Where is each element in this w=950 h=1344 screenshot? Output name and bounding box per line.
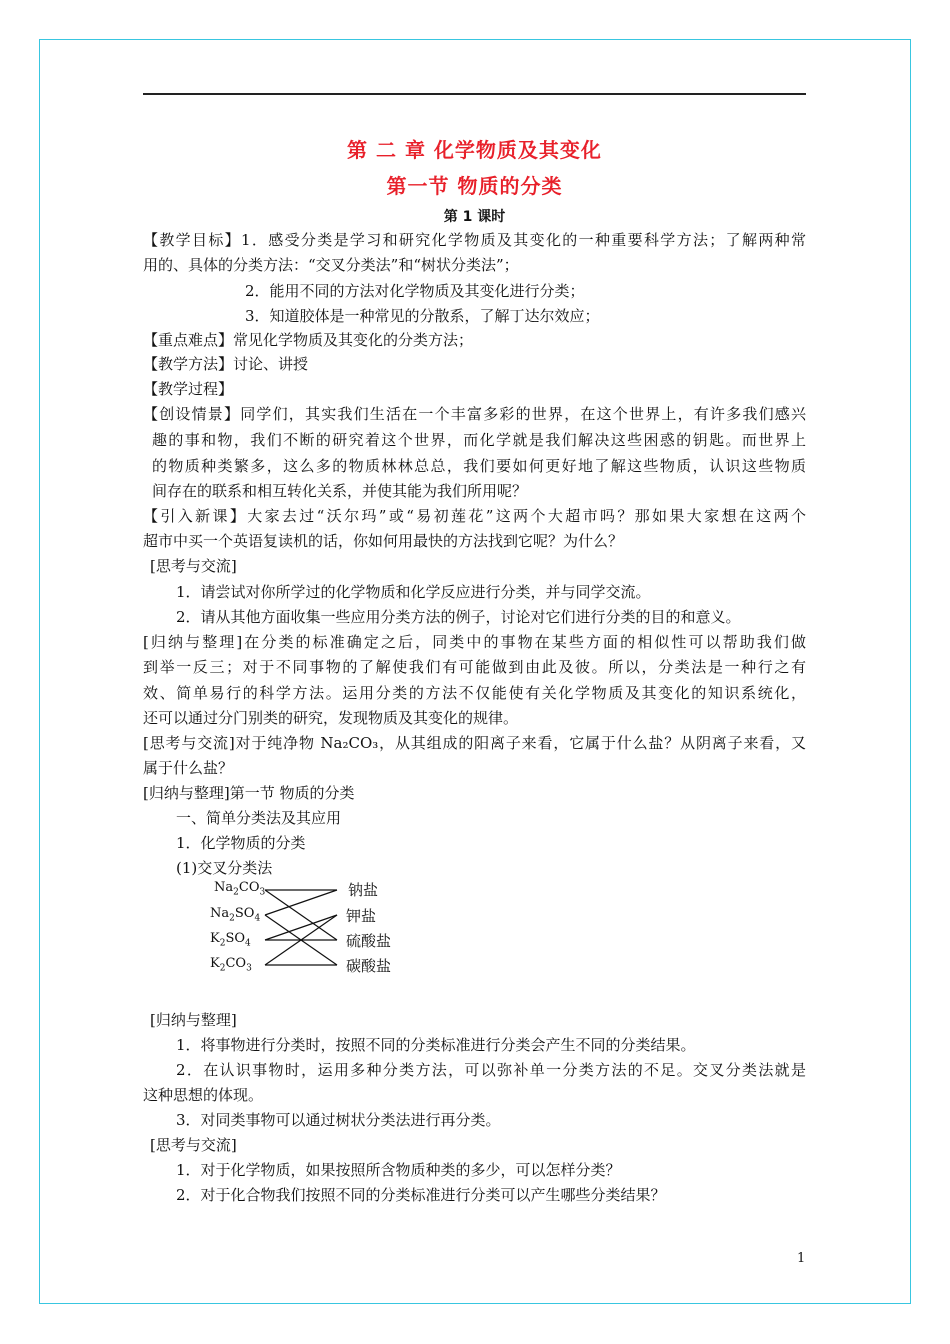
text-line: [思考与交流] <box>150 557 237 575</box>
section-title: 第一节 物质的分类 <box>386 174 563 198</box>
text-line: 效、简单易行的科学方法。运用分类的方法不仅能使有关化学物质及其变化的知识系统化， <box>143 684 806 702</box>
connector-line <box>265 890 337 915</box>
text-line: 【教学过程】 <box>143 380 234 398</box>
text-line: 【教学目标】1．感受分类是学习和研究化学物质及其变化的一种重要科学方法；了解两种常 <box>143 231 806 249</box>
text-line: [思考与交流]对于纯净物 Na₂CO₃，从其组成的阳离子来看，它属于什么盐？从阴离子来看，又 <box>143 734 806 752</box>
header-rule <box>143 93 806 95</box>
chapter-title: 第 二 章 化学物质及其变化 <box>347 138 602 162</box>
text-line: 间存在的联系和相互转化关系，并使其能为我们所用呢？ <box>152 482 528 500</box>
text-line: 还可以通过分门别类的研究，发现物质及其变化的规律。 <box>143 709 519 727</box>
text-line: 用的、具体的分类方法：“交叉分类法”和“树状分类法”； <box>143 256 519 274</box>
cross-classification-diagram <box>205 876 435 986</box>
page-number: 1 <box>797 1251 806 1266</box>
lesson-label: 第 1 课时 <box>443 209 506 225</box>
text-line: 这种思想的体现。 <box>143 1086 264 1104</box>
text-line: 【教学方法】讨论、讲授 <box>143 355 309 373</box>
salt-k2so4: $K_2SO_4$ <box>210 931 251 949</box>
salt-na2so4: $Na_2SO_4$ <box>210 906 261 924</box>
text-line: 1．化学物质的分类 <box>176 834 306 852</box>
text-line: 1．将事物进行分类时，按照不同的分类标准进行分类会产生不同的分类结果。 <box>176 1036 696 1054</box>
text-line: [思考与交流] <box>150 1136 237 1154</box>
connector-lines <box>205 876 435 986</box>
text-line: 2．对于化合物我们按照不同的分类标准进行分类可以产生哪些分类结果？ <box>176 1186 666 1204</box>
text-line: 到举一反三；对于不同事物的了解使我们有可能做到由此及彼。所以，分类法是一种行之有 <box>143 658 806 676</box>
text-line: 1．请尝试对你所学过的化学物质和化学反应进行分类，并与同学交流。 <box>176 583 651 601</box>
text-line: 趣的事和物，我们不断的研究着这个世界，而化学就是我们解决这些困惑的钥匙。而世界上 <box>152 431 806 449</box>
category-label: 碳酸盐 <box>346 957 392 975</box>
text-line: [归纳与整理]第一节 物质的分类 <box>143 784 355 802</box>
salt-k2co3: $K_2CO_3$ <box>210 956 252 974</box>
category-label: 钠盐 <box>348 881 379 899</box>
text-line: 2．请从其他方面收集一些应用分类方法的例子，讨论对它们进行分类的目的和意义。 <box>176 608 741 626</box>
text-line: 一、简单分类法及其应用 <box>176 809 342 827</box>
connector-line <box>265 890 337 940</box>
text-line: 1．对于化学物质，如果按照所含物质种类的多少，可以怎样分类？ <box>176 1161 621 1179</box>
text-line: 【引入新课】大家去过“沃尔玛”或“易初莲花”这两个大超市吗？那如果大家想在这两个 <box>143 507 806 525</box>
text-line: (1)交叉分类法 <box>176 859 273 877</box>
text-line: 2．在认识事物时，运用多种分类方法，可以弥补单一分类方法的不足。交叉分类法就是 <box>176 1061 806 1079</box>
text-line: 【创设情景】同学们，其实我们生活在一个丰富多彩的世界，在这个世界上，有许多我们感兴 <box>143 405 806 423</box>
text-line: [归纳与整理]在分类的标准确定之后，同类中的事物在某些方面的相似性可以帮助我们做 <box>143 633 806 651</box>
text-line: 3．知道胶体是一种常见的分散系，了解丁达尔效应； <box>245 307 600 325</box>
text-line: [归纳与整理] <box>150 1011 237 1029</box>
text-line: 3．对同类事物可以通过树状分类法进行再分类。 <box>176 1111 501 1129</box>
category-label: 硫酸盐 <box>346 932 392 950</box>
connector-line <box>265 915 337 940</box>
text-line: 的物质种类繁多，这么多的物质林林总总，我们要如何更好地了解这些物质，认识这些物质 <box>152 457 806 475</box>
category-label: 钾盐 <box>346 907 377 925</box>
text-line: 超市中买一个英语复读机的话，你如何用最快的方法找到它呢？为什么？ <box>143 532 624 550</box>
text-line: 属于什么盐？ <box>143 759 234 777</box>
text-line: 【重点难点】常见化学物质及其变化的分类方法； <box>143 331 474 349</box>
text-line: 2．能用不同的方法对化学物质及其变化进行分类； <box>245 282 585 300</box>
salt-na2co3: $Na_2CO_3$ <box>214 880 266 898</box>
